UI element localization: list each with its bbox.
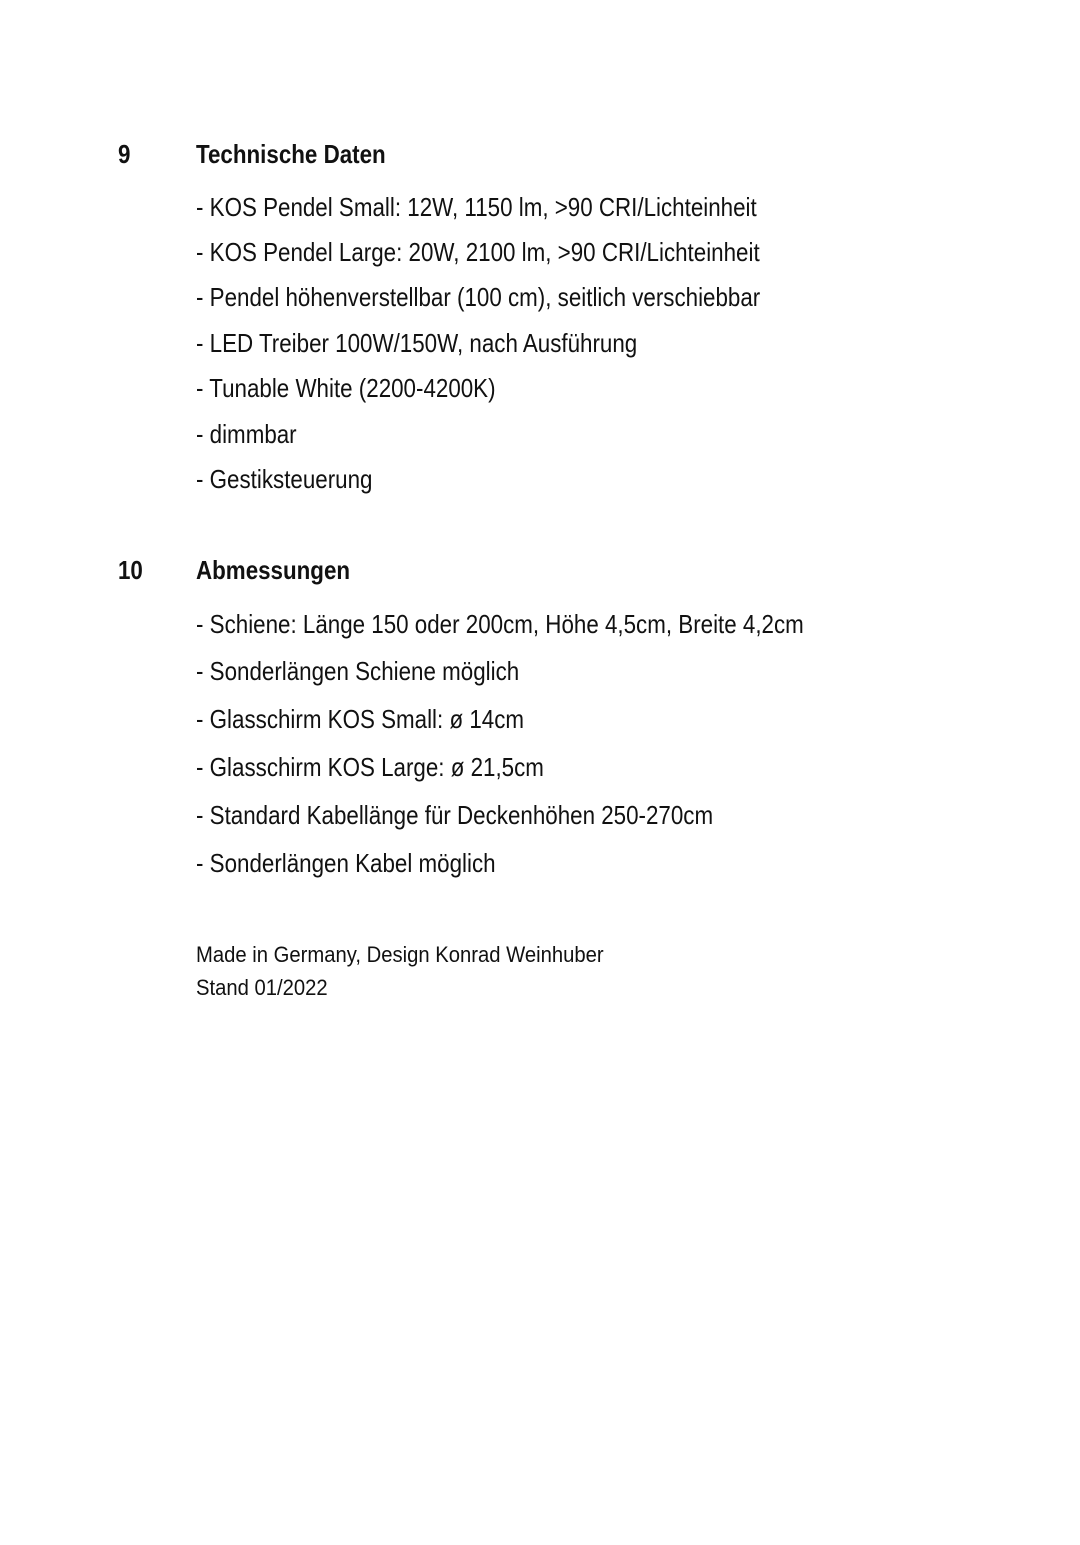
section-title: Technische Daten	[196, 139, 386, 169]
list-item: - Sonderlängen Kabel möglich	[196, 848, 496, 878]
section-number: 10	[118, 555, 143, 585]
list-item: - KOS Pendel Small: 12W, 1150 lm, >90 CRI/Lichteinheit	[196, 192, 757, 222]
list-item: - LED Treiber 100W/150W, nach Ausführung	[196, 328, 638, 358]
section-heading	[0, 554, 1080, 586]
list-item: - Schiene: Länge 150 oder 200cm, Höhe 4,5cm, Breite 4,2cm	[196, 609, 804, 639]
list-item: - KOS Pendel Large: 20W, 2100 lm, >90 CRI/Lichteinheit	[196, 237, 760, 267]
list-item: - dimmbar	[196, 419, 297, 449]
section-title: Abmessungen	[196, 555, 351, 585]
list-item: - Gestiksteuerung	[196, 464, 373, 494]
footer-stand-date: Stand 01/2022	[196, 975, 328, 1000]
list-item: - Glasschirm KOS Large: ø 21,5cm	[196, 752, 544, 782]
list-item: - Glasschirm KOS Small: ø 14cm	[196, 704, 525, 734]
section-heading	[0, 138, 1080, 170]
section-number: 9	[118, 139, 131, 169]
list-item: - Pendel höhenverstellbar (100 cm), seitlich verschiebbar	[196, 282, 761, 312]
footer-made-in: Made in Germany, Design Konrad Weinhuber	[196, 942, 604, 967]
list-item: - Tunable White (2200-4200K)	[196, 373, 496, 403]
list-item: - Standard Kabellänge für Deckenhöhen 250-270cm	[196, 800, 714, 830]
list-item: - Sonderlängen Schiene möglich	[196, 656, 520, 686]
